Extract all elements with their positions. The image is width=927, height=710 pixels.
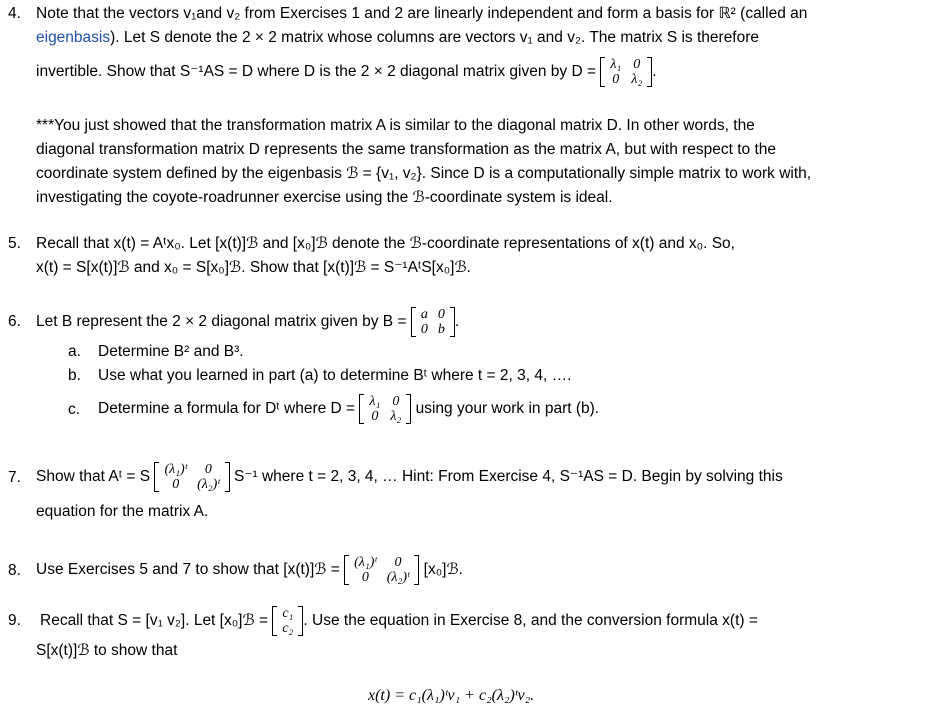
ex8-line1: [36, 547, 463, 593]
matrix-b-12: 0: [437, 306, 445, 322]
item-number-8: 8.: [8, 562, 21, 579]
ex4-line3: invertible. Show that S⁻¹AS = D where D is the 2 × 2 diagonal matrix given by D = λ₁ 0 0 λ₂ .: [36, 56, 657, 87]
ex6-sub-c-text2: using your work in part (b).: [415, 400, 600, 417]
vector-c: [272, 606, 303, 636]
matrix-dc-22: λ₂: [390, 408, 402, 424]
item-number-7: 7.: [8, 469, 21, 486]
item-number-9: 9.: [8, 612, 21, 629]
matrix-7-12: 0: [204, 461, 212, 477]
note-line3: coordinate system defined by the eigenbasis ℬ = {v₁, v₂}. Since D is a computationally simple matrix to work with,: [36, 165, 812, 182]
matrix-d-11: λ₁: [610, 56, 622, 72]
matrix-d-12: 0: [633, 56, 641, 72]
matrix-b: [411, 307, 455, 337]
note-line1: ***You just showed that the transformation matrix A is similar to the diagonal matrix D. In other words, the: [36, 117, 755, 134]
ex8-line1-a: Use Exercises 5 and 7 to show that [x(t)]ℬ =: [36, 561, 340, 578]
matrix-b-22: b: [437, 321, 445, 337]
ex9-line1-b: . Use the equation in Exercise 8, and the conversion formula x(t) =: [303, 612, 758, 629]
matrix-8-22: (λ₂)ᵗ: [386, 569, 410, 585]
matrix-d-c: [359, 394, 411, 424]
note-line2: diagonal transformation matrix D represents the same transformation as the matrix A, but with respect to the: [36, 141, 777, 158]
matrix-7-11: (λ₁)ᵗ: [164, 461, 188, 477]
note-line4: investigating the coyote-roadrunner exercise using the ℬ-coordinate system is ideal.: [36, 189, 613, 206]
item-number-5: 5.: [8, 235, 21, 252]
ex5-line1: Recall that x(t) = Aᵗx₀. Let [x(t)]ℬ and [x₀]ℬ denote the ℬ-coordinate representations of x(t) and x₀. So,: [36, 235, 735, 252]
ex6-sub-a: Determine B² and B³.: [98, 343, 244, 360]
ex8-line1-b: [x₀]ℬ.: [423, 561, 463, 578]
ex9-line2: S[x(t)]ℬ to show that: [36, 642, 178, 659]
vector-c-2: c₂: [282, 620, 294, 636]
matrix-lambda-8: [344, 555, 419, 585]
matrix-d: [600, 57, 652, 87]
ex6-sub-c: [98, 388, 599, 430]
ex6-sub-b: Use what you learned in part (a) to determine Bᵗ where t = 2, 3, 4, ….: [98, 367, 572, 384]
ex9-equation: x(t) = c₁(λ₁)ᵗv₁ + c₂(λ₂)ᵗv₂.: [368, 687, 535, 704]
matrix-8-21: 0: [361, 569, 369, 585]
matrix-7-21: 0: [172, 476, 180, 492]
ex6-sub-c-label: c.: [68, 401, 81, 418]
ex7-line1-b: S⁻¹ where t = 2, 3, 4, … Hint: From Exercise 4, S⁻¹AS = D. Begin by solving this: [233, 468, 783, 485]
matrix-d-21: 0: [612, 71, 620, 87]
ex4-line2-rest: ). Let S denote the 2 × 2 matrix whose columns are vectors v₁ and v₂. The matrix S is therefore: [110, 29, 760, 46]
ex6-sub-c-text: Determine a formula for Dᵗ where D =: [98, 400, 356, 417]
item-number-6: 6.: [8, 313, 21, 330]
eigenbasis-term: eigenbasis: [36, 29, 111, 46]
matrix-dc-21: 0: [371, 408, 379, 424]
ex5-line2: x(t) = S[x(t)]ℬ and x₀ = S[x₀]ℬ. Show that [x(t)]ℬ = S⁻¹AᵗS[x₀]ℬ.: [36, 259, 471, 276]
ex6-sub-b-label: b.: [68, 367, 81, 384]
ex6-line1: Let B represent the 2 × 2 diagonal matrix given by B = a 0 0 b .: [36, 306, 460, 337]
matrix-7-22: (λ₂)ᵗ: [197, 476, 220, 492]
matrix-lambda-7: [154, 462, 229, 492]
ex6-line1-text: Let B represent the 2 × 2 diagonal matrix given by B =: [36, 313, 407, 330]
matrix-d-22: λ₂: [631, 71, 643, 87]
matrix-dc-11: λ₁: [369, 393, 381, 409]
matrix-8-12: 0: [394, 554, 402, 570]
matrix-8-11: (λ₁)ᵗ: [354, 554, 377, 570]
ex4-line1: Note that the vectors v₁and v₂ from Exercises 1 and 2 are linearly independent and form a basis for ℝ² (called an: [36, 5, 808, 22]
ex7-line1: [36, 454, 783, 500]
ex7-line1-a: Show that Aᵗ = S: [36, 468, 151, 485]
ex9-line1: [40, 600, 758, 642]
ex4-line2: [36, 28, 759, 48]
ex4-line3-text: invertible. Show that S⁻¹AS = D where D is the 2 × 2 diagonal matrix given by D =: [36, 63, 596, 80]
item-number-4: 4.: [8, 5, 21, 22]
ex7-line2: equation for the matrix A.: [36, 503, 209, 520]
matrix-dc-12: 0: [392, 393, 400, 409]
ex6-sub-a-label: a.: [68, 343, 81, 360]
matrix-b-21: 0: [420, 321, 428, 337]
matrix-b-11: a: [420, 306, 428, 322]
ex9-line1-a: Recall that S = [v₁ v₂]. Let [x₀]ℬ =: [40, 612, 269, 629]
vector-c-1: c₁: [282, 605, 294, 621]
